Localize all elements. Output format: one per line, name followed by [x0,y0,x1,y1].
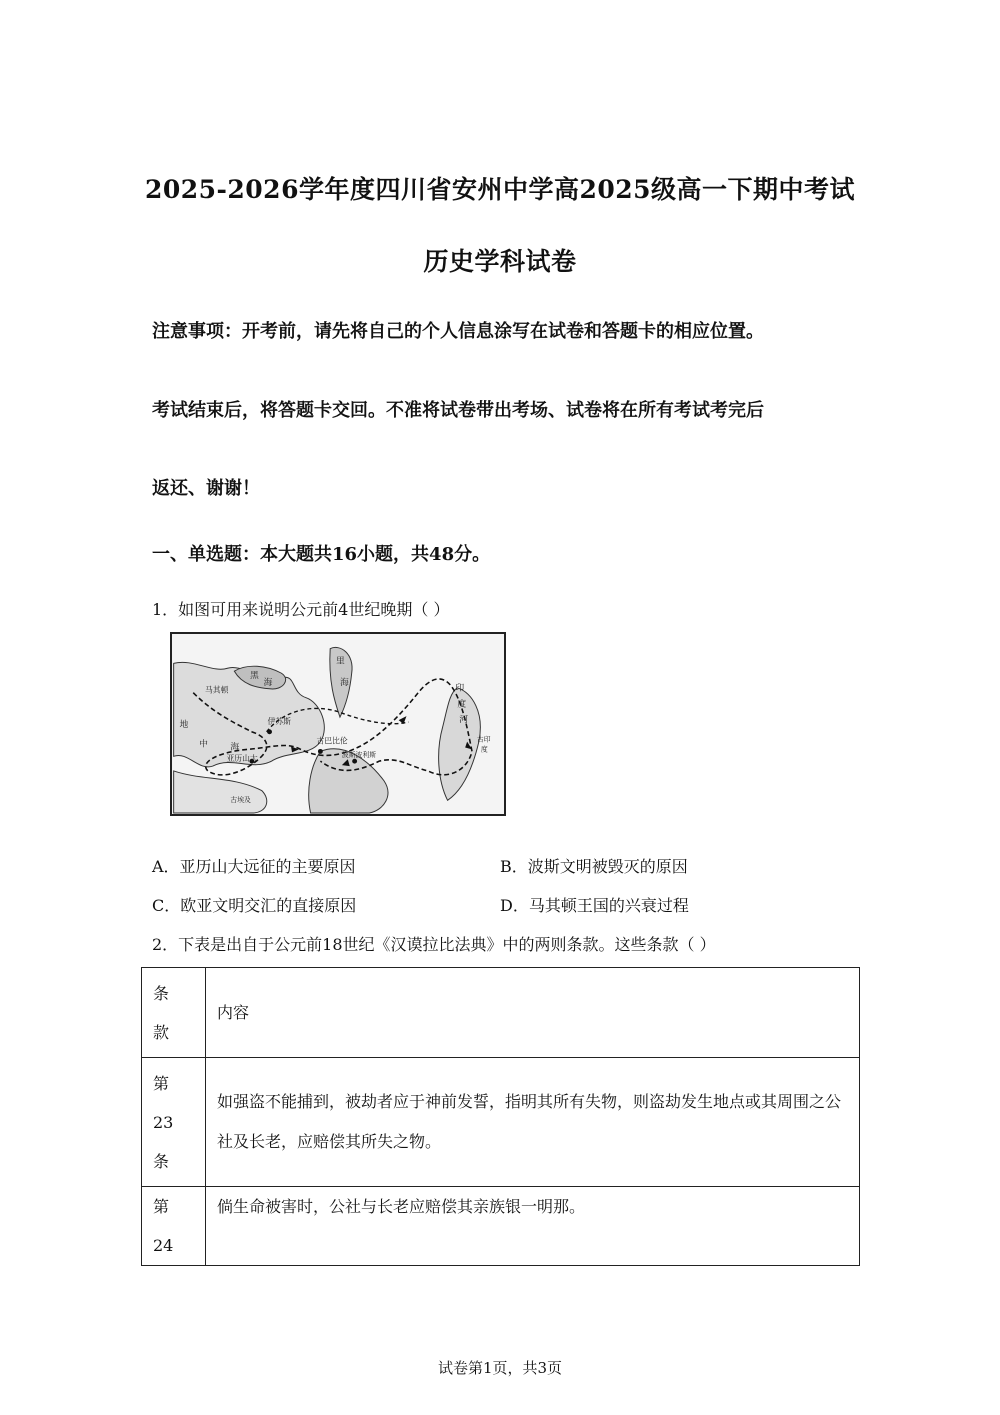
q1-option-a: A．亚历山大远征的主要原因 [152,857,356,876]
map-label-egypt: 古埃及 [230,796,251,805]
map-label-issus: 伊苏斯 [267,717,292,726]
law-clauses-table [141,967,860,1266]
map-label-persepolis: 波斯波利斯 [341,751,377,760]
map-label-alexandria: 亚历山大 [226,754,258,764]
notice-line-1: 注意事项：开考前，请先将自己的个人信息涂写在试卷和答题卡的相应位置。 [152,321,764,342]
section-heading: 一、单选题：本大题共16小题，共48分。 [152,544,491,565]
q1-option-c: C．欧亚文明交汇的直接原因 [152,896,357,915]
map-label-ancient-india-1: 古印 [476,735,491,744]
question-1-stem: 1．如图可用来说明公元前4世纪晚期（ ） [152,600,450,619]
notice-line-3: 返还、谢谢！ [152,478,260,499]
map-label-macedonia: 马其顿 [204,685,229,695]
exam-title-line2: 历史学科试卷 [423,247,577,276]
header-cell-content: 内容 [206,968,860,1058]
row-cell-content: 如强盗不能捕到，被劫者应于神前发誓，指明其所有失物，则盗劫发生地点或其周围之公社及长老，应赔偿其所失之物。 [206,1058,860,1187]
map-label-med-1: 地 [179,719,189,730]
row-cell-clause: 第 24 [142,1187,206,1266]
row-cell-content: 倘生命被害时，公社与长老应赔偿其亲族银一明那。 [206,1187,860,1266]
header-cell-clause: 条 款 [142,968,206,1058]
map-label-ancient-india-2: 度 [480,745,488,754]
table-row [142,1187,860,1266]
map-label-caspian-2: 海 [339,677,349,688]
map-label-black-sea-1: 黑 [249,671,259,682]
map-label-med-3: 海 [230,742,240,753]
alexander-campaign-map [170,632,506,816]
map-label-india-3: 河 [459,715,469,726]
map-label-black-sea-2: 海 [263,677,273,688]
map-label-caspian-1: 里 [336,656,345,667]
table-row [142,1058,860,1187]
question-2-stem: 2．下表是出自于公元前18世纪《汉谟拉比法典》中的两则条款。这些条款（ ） [152,935,716,954]
row-cell-clause: 第 23 条 [142,1058,206,1187]
exam-title-line1: 2025-2026学年度四川省安州中学高2025级高一下期中考试 [144,175,856,204]
map-label-babylon: 古巴比伦 [316,736,348,746]
table-header-row [142,968,860,1058]
notice-line-2: 考试结束后，将答题卡交回。不准将试卷带出考场、试卷将在所有考试考完后 [152,400,764,421]
page-footer: 试卷第1页，共3页 [437,1359,563,1377]
q1-option-d: D．马其顿王国的兴衰过程 [500,896,689,915]
map-label-india-1: 印 [455,683,465,694]
map-label-india-2: 度 [457,699,467,710]
map-label-med-2: 中 [199,739,208,750]
q1-option-b: B．波斯文明被毁灭的原因 [500,857,688,876]
